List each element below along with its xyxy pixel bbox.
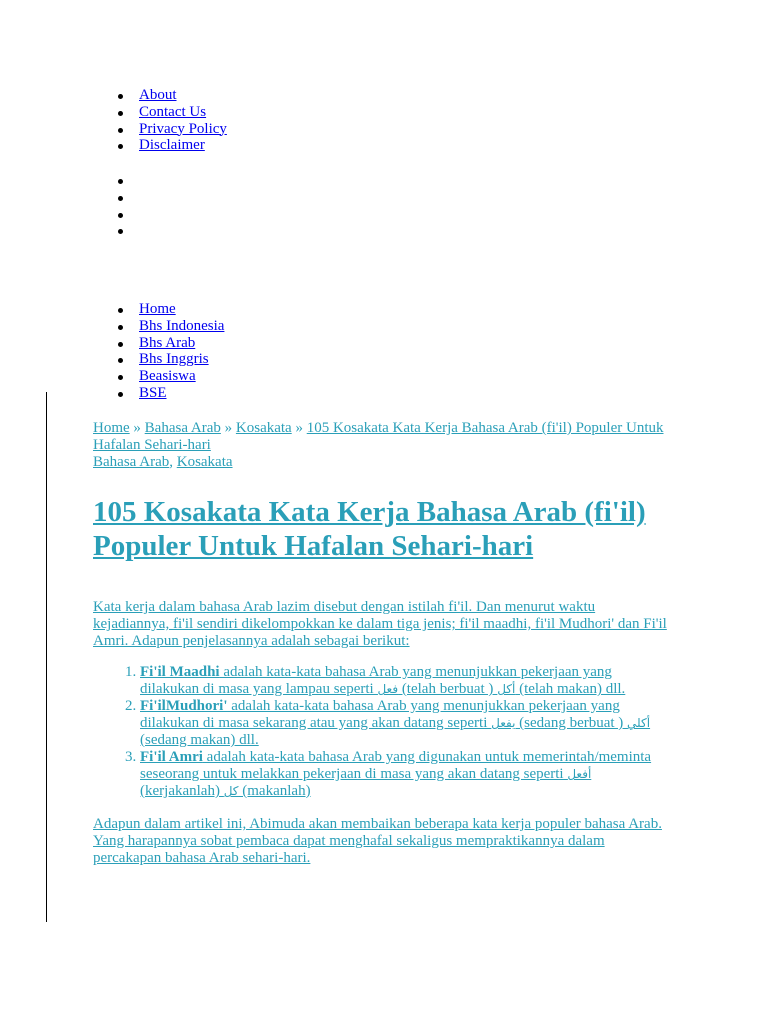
contact-us-link[interactable]: Contact Us	[139, 103, 207, 120]
breadcrumb-separator: »	[220, 420, 236, 436]
item-text: adalah kata-kata bahasa Arab yang menunjukkan pekerjaan yang dilakukan di masa sekarang atau yang akan datang seperti	[140, 698, 620, 731]
arabic-word: أفعل	[567, 767, 592, 781]
bhs-arab-link[interactable]: Bhs Arab	[139, 334, 196, 351]
intro-text-link[interactable]: Kata kerja dalam bahasa Arab lazim disebut dengan istilah fi'il. Dan menurut waktu kejadiannya, fi'il sendiri dikelompokkan ke dalam tiga jenis; fi'il maadhi, fi'il Mudhori' dan Fi'il Amri. Adapun penjelasannya adalah sebagai berikut:	[93, 599, 667, 649]
fiil-types-list	[93, 664, 673, 800]
menu-item-disclaimer	[139, 137, 227, 154]
menu-item-bse	[139, 385, 224, 402]
menu-item-privacy	[139, 121, 227, 138]
menu-item-bhs-arab	[139, 335, 224, 352]
outro-text-link[interactable]: Adapun dalam artikel ini, Abimuda akan membaikan beberapa kata kerja populer bahasa Arab. Yang harapannya sobat pembaca dapat menghafal sekaligus mempraktikannya dalam percakapan bahasa Arab sehari-hari.	[93, 816, 662, 866]
menu-item-bhs-inggris	[139, 351, 224, 368]
arabic-word: يفعل	[491, 716, 516, 730]
label-bahasa-arab-link[interactable]: Bahasa Arab	[93, 454, 170, 470]
menu-item-contact	[139, 104, 227, 121]
menu-item-about	[139, 87, 227, 104]
about-link[interactable]: About	[139, 87, 177, 103]
fiil-mudhori-link[interactable]	[140, 698, 650, 748]
menu-item-beasiswa	[139, 368, 224, 385]
item-text: (kerjakanlah)	[140, 783, 224, 799]
social-menu	[0, 172, 139, 239]
main-menu	[0, 301, 224, 402]
bhs-indonesia-link[interactable]: Bhs Indonesia	[139, 317, 225, 334]
term-label: Fi'il Maadhi	[140, 664, 220, 680]
item-text: adalah kata-kata bahasa Arab yang digunakan untuk memerintah/meminta seseorang untuk melakkan pekerjaan di masa yang akan datang seperti	[140, 749, 652, 782]
menu-item-home	[139, 301, 224, 318]
arabic-word: أكل	[497, 682, 516, 696]
bse-link[interactable]: BSE	[139, 384, 167, 401]
list-item-fiil-maadhi	[140, 664, 673, 698]
fiil-maadhi-link[interactable]	[140, 664, 625, 697]
privacy-policy-link[interactable]: Privacy Policy	[139, 120, 227, 137]
breadcrumb-kosakata-link[interactable]: Kosakata	[235, 420, 292, 436]
label-separator: ,	[169, 454, 177, 470]
bhs-inggris-link[interactable]: Bhs Inggris	[139, 351, 209, 368]
disclaimer-link[interactable]: Disclaimer	[139, 137, 205, 154]
content-left-border	[46, 392, 47, 922]
home-link[interactable]: Home	[139, 301, 176, 317]
item-text: (sedang berbuat )	[515, 715, 628, 731]
beasiswa-link[interactable]: Beasiswa	[139, 368, 196, 385]
term-label: Fi'ilMudhori'	[140, 698, 228, 714]
list-item-fiil-amri	[140, 749, 673, 800]
breadcrumb-separator: »	[291, 420, 307, 436]
article-container	[93, 420, 673, 867]
intro-paragraph	[93, 599, 673, 650]
list-item-fiil-mudhori	[140, 698, 673, 749]
term-label: Fi'il Amri	[140, 749, 203, 765]
outro-paragraph	[93, 816, 673, 867]
breadcrumb-current-link[interactable]: 105 Kosakata Kata Kerja Bahasa Arab (fi'il) Populer Untuk Hafalan Sehari-hari	[93, 420, 664, 453]
breadcrumb-home-link[interactable]: Home	[93, 420, 130, 436]
post-labels	[93, 454, 673, 471]
breadcrumb	[93, 420, 673, 454]
menu-item-bhs-indonesia	[139, 318, 224, 335]
item-text: adalah kata-kata bahasa Arab yang menunjukkan pekerjaan yang dilakukan di masa yang lampau seperti	[140, 664, 612, 697]
item-text: (telah berbuat )	[398, 681, 498, 697]
arabic-word: كل	[223, 784, 239, 798]
article-title	[93, 495, 673, 563]
item-text: (sedang makan) dll.	[140, 732, 259, 748]
breadcrumb-separator: »	[129, 420, 145, 436]
top-menu	[0, 87, 227, 154]
article-title-link[interactable]: 105 Kosakata Kata Kerja Bahasa Arab (fi'il) Populer Untuk Hafalan Sehari-hari	[93, 496, 646, 562]
item-text: (makanlah)	[238, 783, 311, 799]
item-text: (telah makan) dll.	[515, 681, 626, 697]
arabic-word: أكلي	[627, 716, 651, 730]
label-kosakata-link[interactable]: Kosakata	[176, 454, 233, 470]
breadcrumb-bahasa-arab-link[interactable]: Bahasa Arab	[144, 420, 221, 436]
fiil-amri-link[interactable]	[140, 749, 651, 799]
arabic-word: فعل	[377, 682, 399, 696]
